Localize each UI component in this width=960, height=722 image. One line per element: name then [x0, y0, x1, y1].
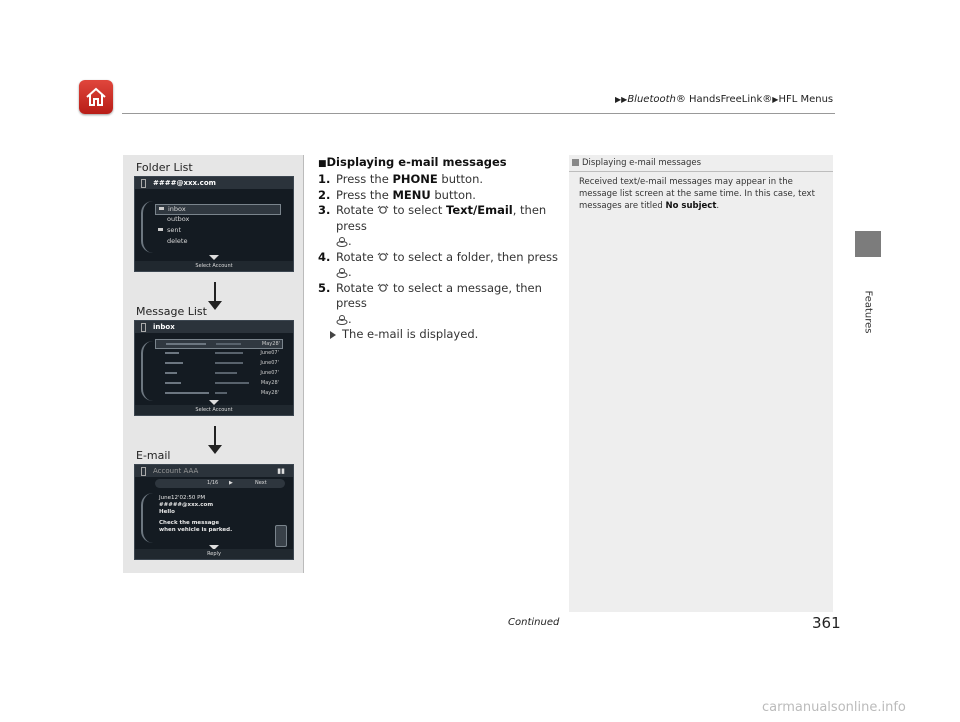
folder-list-label: Folder List — [136, 161, 193, 174]
email-screen — [134, 464, 294, 560]
step-3: 3. Rotate to select Text/Email, then press . — [318, 203, 547, 248]
interface-dial-icon — [377, 204, 389, 216]
email-sender: #####@xxx.com — [159, 502, 214, 508]
section-tab[interactable] — [855, 231, 881, 257]
next-button[interactable]: Next — [255, 480, 267, 486]
signal-icon: ▮▮ — [277, 467, 285, 475]
folder-item-delete[interactable]: delete — [167, 237, 188, 245]
email-warning-line-2: when vehicle is parked. — [159, 527, 233, 533]
step-5: 5. Rotate to select a message, then press . — [318, 280, 542, 326]
enter-button-icon — [336, 235, 348, 247]
email-label: E-mail — [136, 449, 171, 462]
email-warning-line-1: Check the message — [159, 520, 220, 526]
down-arrow-icon — [208, 282, 222, 310]
breadcrumb-hfl-menus[interactable]: HFL Menus — [778, 94, 834, 105]
voice-icon[interactable] — [275, 525, 287, 547]
scroll-down-icon — [209, 255, 219, 260]
note-box — [569, 155, 833, 612]
message-row[interactable]: May28' — [155, 339, 283, 349]
folder-screen-title: ####@xxx.com — [153, 179, 216, 187]
email-screen-title: Account AAA — [153, 467, 199, 475]
message-row[interactable]: May28' — [155, 389, 281, 397]
select-account-button[interactable]: Select Account — [135, 405, 293, 415]
section-heading: ■Displaying e-mail messages — [318, 155, 507, 169]
message-list-label: Message List — [136, 305, 207, 318]
note-icon — [572, 159, 579, 166]
message-row[interactable]: June07' — [155, 359, 281, 367]
message-list-screen — [134, 320, 294, 416]
result-arrow-icon — [330, 331, 336, 339]
note-body: Received text/e-mail messages may appear in the message list screen at the same time. In this case, text messages are titled No subject. — [579, 177, 815, 211]
home-icon[interactable] — [79, 80, 113, 114]
step-result: The e-mail is displayed. — [318, 327, 563, 342]
breadcrumb: ▶▶Bluetooth® HandsFreeLink®▶HFL Menus — [615, 94, 834, 105]
email-body — [159, 495, 232, 534]
email-page-counter: 1/16 — [207, 480, 219, 486]
message-row[interactable]: June07' — [155, 349, 281, 357]
next-arrow-icon[interactable]: ▶ — [229, 480, 233, 486]
message-row[interactable]: May28' — [155, 379, 281, 387]
down-arrow-icon — [208, 426, 222, 454]
page-number: 361 — [812, 614, 841, 632]
breadcrumb-bluetooth[interactable]: Bluetooth — [627, 94, 676, 105]
folder-item-sent[interactable]: sent — [155, 226, 279, 235]
interface-dial-icon — [377, 282, 389, 294]
section-label: Features — [862, 290, 874, 334]
message-screen-title: inbox — [153, 323, 175, 331]
folder-item-inbox[interactable]: inbox — [155, 204, 281, 215]
header-rule — [122, 113, 835, 114]
select-account-button[interactable]: Select Account — [135, 261, 293, 271]
instructions — [318, 155, 563, 342]
email-nav-bar — [155, 479, 285, 488]
enter-button-icon — [336, 266, 348, 278]
continued-label: Continued — [508, 617, 560, 628]
reply-button[interactable]: Reply — [135, 549, 293, 559]
step-4: 4. Rotate to select a folder, then press . — [318, 249, 559, 279]
folder-item-outbox[interactable]: outbox — [167, 215, 190, 223]
email-timestamp: June12'02:50 PM — [159, 495, 206, 501]
enter-button-icon — [336, 313, 348, 325]
step-1: 1. Press the PHONE button. — [318, 172, 484, 186]
step-2: 2. Press the MENU button. — [318, 187, 476, 202]
email-subject: Hello — [159, 509, 175, 515]
note-title: Displaying e-mail messages — [569, 155, 833, 172]
interface-dial-icon — [377, 251, 389, 263]
message-row[interactable]: June07' — [155, 369, 281, 377]
breadcrumb-handsfreelink[interactable]: ® HandsFreeLink® — [675, 94, 773, 105]
watermark: carmanualsonline.info — [762, 700, 906, 715]
folder-list-screen — [134, 176, 294, 272]
